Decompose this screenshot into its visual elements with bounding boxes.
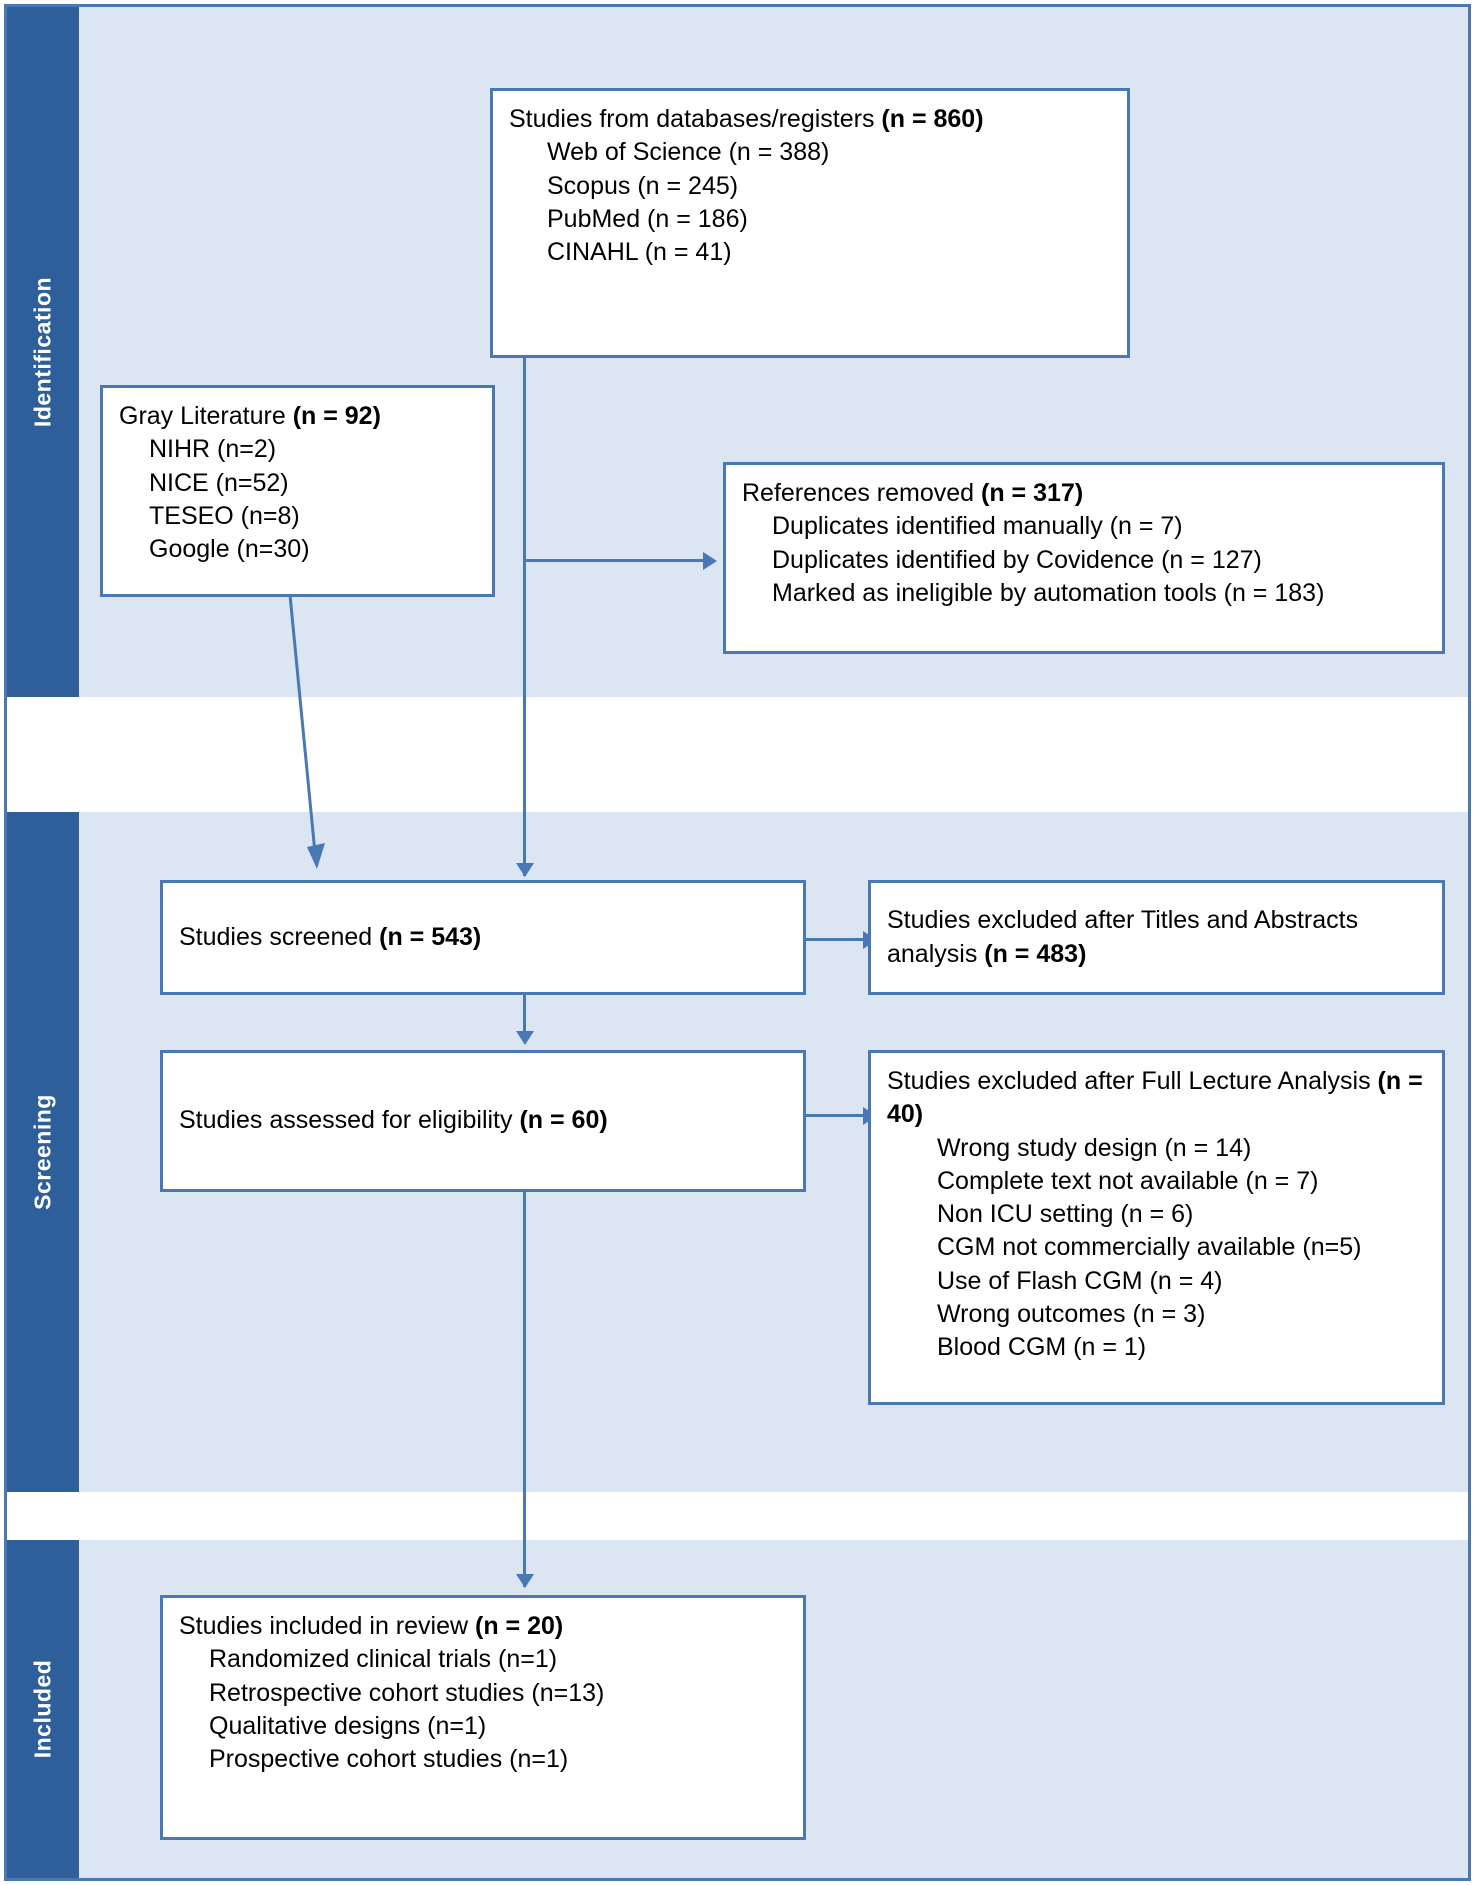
box-excluded-full-text-item-1: Complete text not available (n = 7) [937, 1166, 1319, 1195]
box-gray-literature-title: Gray Literature (n = 92) [119, 402, 381, 430]
box-references-removed-item-1: Duplicates identified by Covidence (n = 127) [772, 545, 1262, 574]
box-references-removed [723, 462, 1445, 654]
box-references-removed-title: References removed (n = 317) [742, 479, 1084, 507]
box-excluded-titles-abstracts-title: Studies excluded after Titles and Abstracts analysis (n = 483) [887, 906, 1359, 968]
box-excluded-titles-abstracts [868, 880, 1445, 995]
box-included-in-review [160, 1595, 806, 1840]
box-excluded-full-text [868, 1050, 1445, 1405]
box-databases-item-3: CINAHL (n = 41) [547, 238, 732, 266]
box-excluded-full-text-title: Studies excluded after Full Lecture Analysis (n = 40) [887, 1067, 1423, 1129]
connector-databases-to-screened [523, 358, 526, 876]
box-assessed-eligibility [160, 1050, 806, 1192]
box-included-in-review-item-1: Retrospective cohort studies (n=13) [209, 1678, 605, 1707]
box-gray-literature-item-2: TESEO (n=8) [149, 501, 300, 530]
box-studies-screened [160, 880, 806, 995]
stage-label-included-text: Included [29, 1659, 56, 1759]
box-gray-literature-item-3: Google (n=30) [149, 535, 310, 563]
box-excluded-full-text-item-5: Wrong outcomes (n = 3) [937, 1299, 1206, 1328]
box-gray-literature [100, 385, 495, 597]
box-studies-screened-title: Studies screened (n = 543) [179, 922, 482, 951]
box-excluded-full-text-item-2: Non ICU setting (n = 6) [937, 1200, 1194, 1228]
stage-label-identification-text: Identification [29, 276, 56, 428]
box-included-in-review-item-3: Prospective cohort studies (n=1) [209, 1745, 569, 1773]
box-included-in-review-title: Studies included in review (n = 20) [179, 1612, 564, 1640]
arrow-eligibility-to-included [516, 1574, 534, 1588]
box-excluded-full-text-item-0: Wrong study design (n = 14) [937, 1133, 1252, 1162]
stage-label-screening [7, 812, 79, 1492]
arrow-screened-to-eligibility [516, 1031, 534, 1045]
box-databases-item-2: PubMed (n = 186) [547, 204, 748, 233]
box-databases-item-1: Scopus (n = 245) [547, 171, 739, 200]
connector-eligibility-to-included [523, 1192, 526, 1587]
connector-eligibility-to-excluded-fulltext [806, 1114, 868, 1117]
arrow-databases-to-screened [516, 863, 534, 877]
box-included-in-review-item-0: Randomized clinical trials (n=1) [209, 1645, 558, 1674]
box-databases-item-0: Web of Science (n = 388) [547, 138, 830, 167]
stage-label-identification [7, 7, 79, 697]
box-references-removed-item-0: Duplicates identified manually (n = 7) [772, 512, 1183, 541]
box-references-removed-item-2: Marked as ineligible by automation tools (n = 183) [772, 578, 1325, 607]
box-excluded-full-text-item-3: CGM not commercially available (n=5) [937, 1233, 1362, 1262]
box-gray-literature-item-0: NIHR (n=2) [149, 435, 277, 464]
stage-label-included [7, 1540, 79, 1878]
connector-screened-to-excluded-titles [806, 938, 868, 941]
connector-gray-literature-to-screened [280, 595, 420, 895]
box-excluded-full-text-item-6: Blood CGM (n = 1) [937, 1333, 1147, 1361]
stage-label-screening-text: Screening [29, 1094, 56, 1210]
box-assessed-eligibility-title: Studies assessed for eligibility (n = 60) [179, 1106, 608, 1135]
box-databases-title: Studies from databases/registers (n = 860) [509, 105, 984, 133]
connector-databases-to-removed [523, 559, 708, 562]
box-excluded-full-text-item-4: Use of Flash CGM (n = 4) [937, 1266, 1223, 1295]
box-databases [490, 88, 1130, 358]
box-included-in-review-item-2: Qualitative designs (n=1) [209, 1711, 487, 1740]
box-gray-literature-item-1: NICE (n=52) [149, 468, 289, 497]
arrow-databases-to-removed [703, 552, 717, 570]
